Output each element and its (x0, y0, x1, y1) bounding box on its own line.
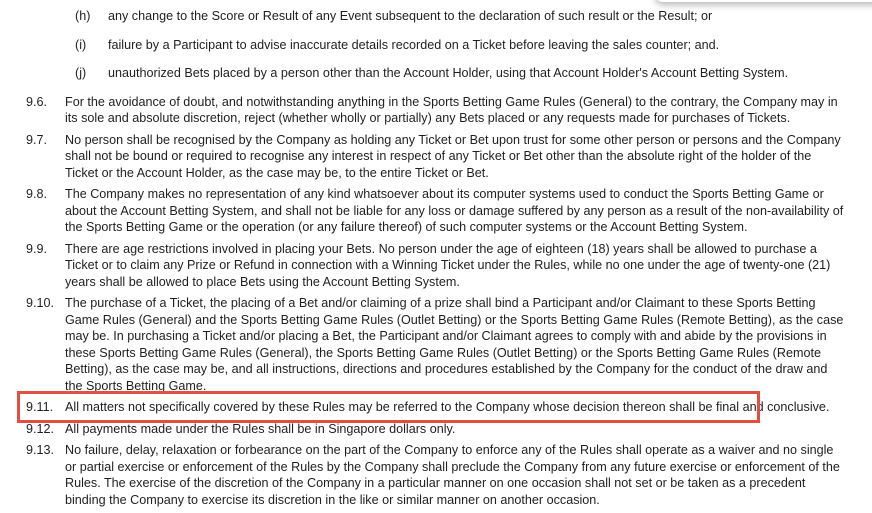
list-item-text: any change to the Score or Result of any Event subsequent to the declaration of such result or the Result; or (108, 9, 713, 23)
clause-number: 9.7. (26, 132, 48, 147)
clause-row (26, 186, 845, 236)
clause-row (26, 399, 845, 416)
list-item-text: failure by a Participant to advise inaccurate details recorded on a Ticket before leaving the sales counter; and. (108, 37, 720, 52)
clause-number: 9.9. (26, 241, 48, 256)
clause-text: The purchase of a Ticket, the placing of a Bet and/or claiming of a prize shall bind a Participant and/or Claimant to these Sports Betting Game Rules (General) and the Sports Betting Game Rules (Outlet Betting) or the Sports Betting Game Rules (Remote Betting), as the case may be. In purchasing a Ticket and/or placing a Bet, the Participant and/or Claimant agrees to comply with and abide by the provisions in these Sports Betting Game Rules (General), the Sports Betting Game Rules (Outlet Betting) or the Sports Betting Game Rules (Remote Betting), as the case may be, and all instructions, directions and procedures established by the Company for the conduct of the draw and the Sports Betting Game. (65, 296, 844, 393)
clause-row (26, 94, 845, 127)
overlay-bottom-shadow (655, 0, 872, 2)
clause-text: For the avoidance of doubt, and notwithstanding anything in the Sports Betting Game Rules (General) to the contrary, the Company may in its sole and absolute discretion, reject (whether wholly or partially) any Bets placed or any requests made for purchases of Tickets. (65, 94, 838, 125)
list-item-text: unauthorized Bets placed by a person other than the Account Holder, using that Account Holder's Account Betting System. (108, 66, 789, 80)
list-item (75, 65, 832, 82)
clause-number: 9.6. (26, 94, 48, 109)
clause-number: 9.10. (26, 296, 55, 310)
numbered-clauses-list (0, 94, 872, 509)
clause-row (26, 442, 845, 508)
list-item (75, 37, 832, 54)
clause-text: No person shall be recognised by the Company as holding any Ticket or Bet upon trust for some other person or persons and the Company shall not be bound or required to recognise any interest in respect of any Ticket or Bet other than the absolute right of the holder of the Ticket or the Account Holder, as the case may be, to the entire Ticket or Bet. (65, 132, 841, 180)
clause-number: 9.12. (26, 421, 55, 436)
list-item-label: (h) (75, 9, 91, 23)
lettered-subitems-list (0, 8, 872, 82)
clause-row (26, 421, 845, 438)
clause-text: All payments made under the Rules shall be in Singapore dollars only. (65, 421, 456, 436)
clause-number: 9.13. (26, 443, 55, 457)
clause-number: 9.8. (26, 187, 48, 201)
clause-text: There are age restrictions involved in placing your Bets. No person under the age of eighteen (18) years shall be allowed to purchase a Ticket or to claim any Prize or Refund in connection with a Winning Ticket under the Rules, while no one under the age of twenty-one (21) years shall be allowed to place Bets using the Account Betting System. (65, 241, 831, 289)
clause-text: No failure, delay, relaxation or forbearance on the part of the Company to enforce any of the Rules shall operate as a waiver and no single or partial exercise or enforcement of the Rules by the Company shall preclude the Company from any future exercise or enforcement of the Rules. The exercise of the discretion of the Company in a particular manner on one occasion shall not set or be taken as a precedent binding the Company to exercise its discretion in the like or similar manner on another occasion. (65, 443, 840, 507)
clause-number: 9.11. (26, 400, 54, 414)
list-item-label: (j) (75, 66, 87, 80)
list-item (75, 8, 832, 25)
clause-text: All matters not specifically covered by these Rules may be referred to the Company whose decision thereon shall be final and conclusive. (65, 400, 830, 414)
clause-row (26, 295, 845, 394)
clause-row (26, 241, 845, 291)
list-item-label: (i) (75, 37, 87, 52)
clause-text: The Company makes no representation of any kind whatsoever about its computer systems used to conduct the Sports Betting Game or about the Account Betting System, and shall not be liable for any loss or damage suffered by any person as a result of the non-availability of the Sports Betting Game or the operation (or any failure thereof) of such computer systems or the Account Betting System. (65, 187, 844, 234)
clause-row (26, 132, 845, 182)
rules-document (0, 8, 872, 513)
